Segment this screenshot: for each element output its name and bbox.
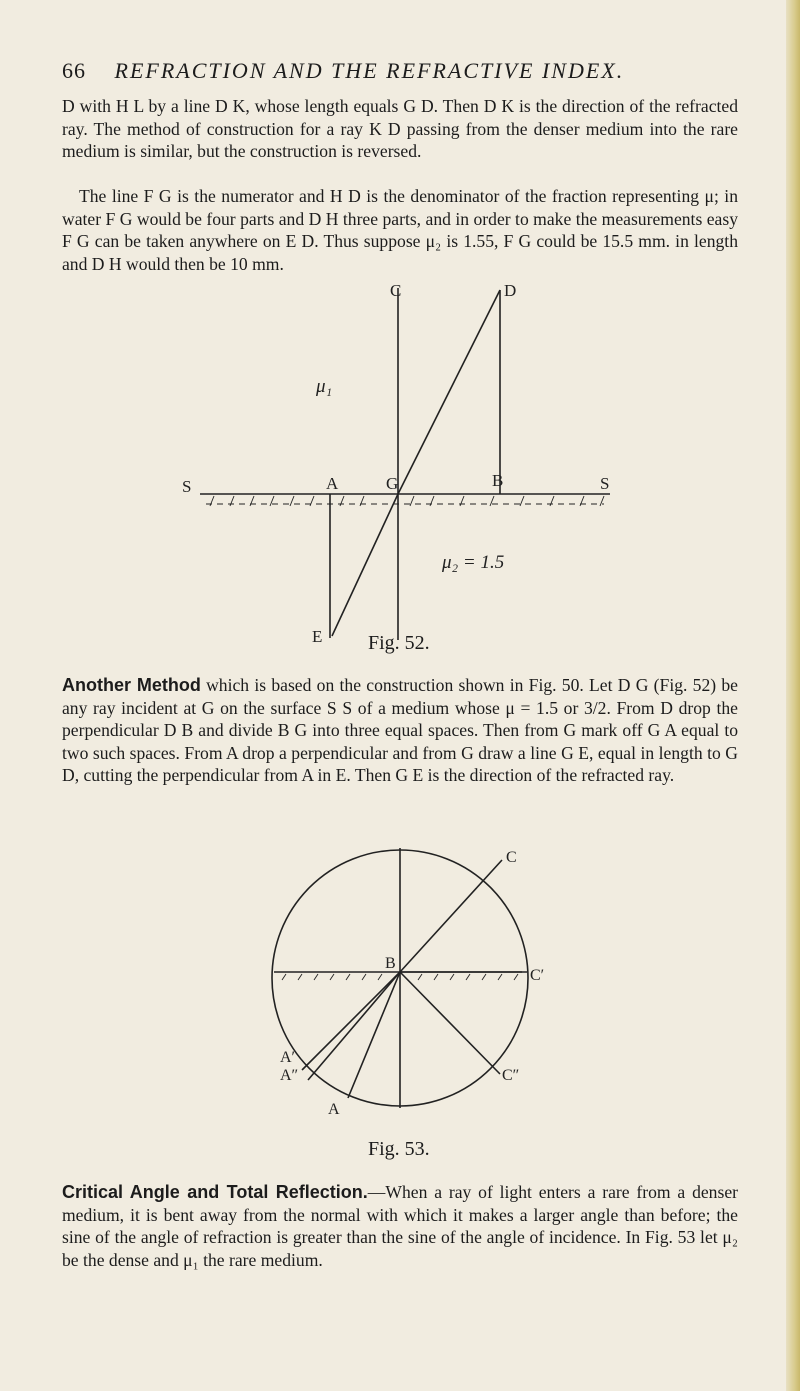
label-c: C xyxy=(506,849,517,866)
fig53-caption: Fig. 53. xyxy=(368,1138,430,1160)
label-s-right: S xyxy=(600,474,610,493)
page-edge-shadow xyxy=(786,0,800,1391)
label-mu2: μ₂ = 1.5 xyxy=(442,552,505,573)
paragraph-3-heading: Another Method xyxy=(62,675,201,695)
incident-ray xyxy=(398,290,500,494)
label-g: G xyxy=(386,474,399,493)
ray-a-prime xyxy=(302,972,400,1070)
page-number: 66 xyxy=(62,58,86,83)
label-b: B xyxy=(385,955,396,972)
ray-a xyxy=(348,972,400,1098)
label-d: D xyxy=(504,281,517,300)
fig52-caption: Fig. 52. xyxy=(368,632,430,654)
label-c-prime: C′ xyxy=(530,967,545,984)
ray-a-dprime xyxy=(308,972,400,1080)
ray-c-dprime xyxy=(400,972,500,1074)
paragraph-4-body: —When a ray of light enters a rare from a denser medium, it is bent away from the normal with which it makes a larger angle than before; the sine of the angle of refraction is greater than the sine of the angle of incidence. In Fig. 53 let μ₂ be the dense and μ₁ the rare medium. xyxy=(62,1182,738,1270)
figure-53 xyxy=(250,830,560,1130)
label-s-left: S xyxy=(182,477,192,496)
running-header xyxy=(62,58,722,84)
figure-52 xyxy=(170,280,640,650)
label-a-dprime: A″ xyxy=(280,1067,299,1084)
label-a: A xyxy=(326,474,339,493)
refracted-ray xyxy=(332,494,398,636)
label-c: C xyxy=(390,281,402,300)
label-c-dprime: C″ xyxy=(502,1067,520,1084)
label-b: B xyxy=(492,471,504,490)
running-title: REFRACTION AND THE REFRACTIVE INDEX. xyxy=(114,58,625,83)
ray-c xyxy=(400,860,502,972)
paragraph-4 xyxy=(62,1181,738,1271)
paragraph-3-body: which is based on the construction shown in Fig. 50. Let D G (Fig. 52) be any ray incident at G on the surface S S of a medium whose μ = 1.5 or 3/2. From D drop the perpendicular D B and divide B G into three equal spaces. Then from G mark off G A equal to two such spaces. From A drop a perpendicular and from G draw a line G E, equal in length to G D, cutting the perpendicular from A in E. Then G E is the direction of the refracted ray. xyxy=(62,675,738,786)
paragraph-2: The line F G is the numerator and H D is the denominator of the fraction representing μ; in water F G would be four parts and D H three parts, and in order to make the measurements easy F G can be taken anywhere on E D. Thus suppose μ₂ is 1.55, F G could be 15.5 mm. in length and D H would then be 10 mm. xyxy=(62,186,738,274)
label-mu1: μ₁ xyxy=(316,376,333,397)
paragraph-1: D with H L by a line D K, whose length equals G D. Then D K is the direction of the refracted ray. The method of construction for a ray K D passing from the denser medium into the rare medium is similar, but the construction is reversed. xyxy=(62,96,738,162)
paragraph-4-heading: Critical Angle and Total Reflection. xyxy=(62,1182,368,1202)
label-a: A xyxy=(328,1101,340,1118)
label-e: E xyxy=(312,627,323,646)
label-a-prime: A′ xyxy=(280,1049,296,1066)
paragraph-3 xyxy=(62,674,738,787)
